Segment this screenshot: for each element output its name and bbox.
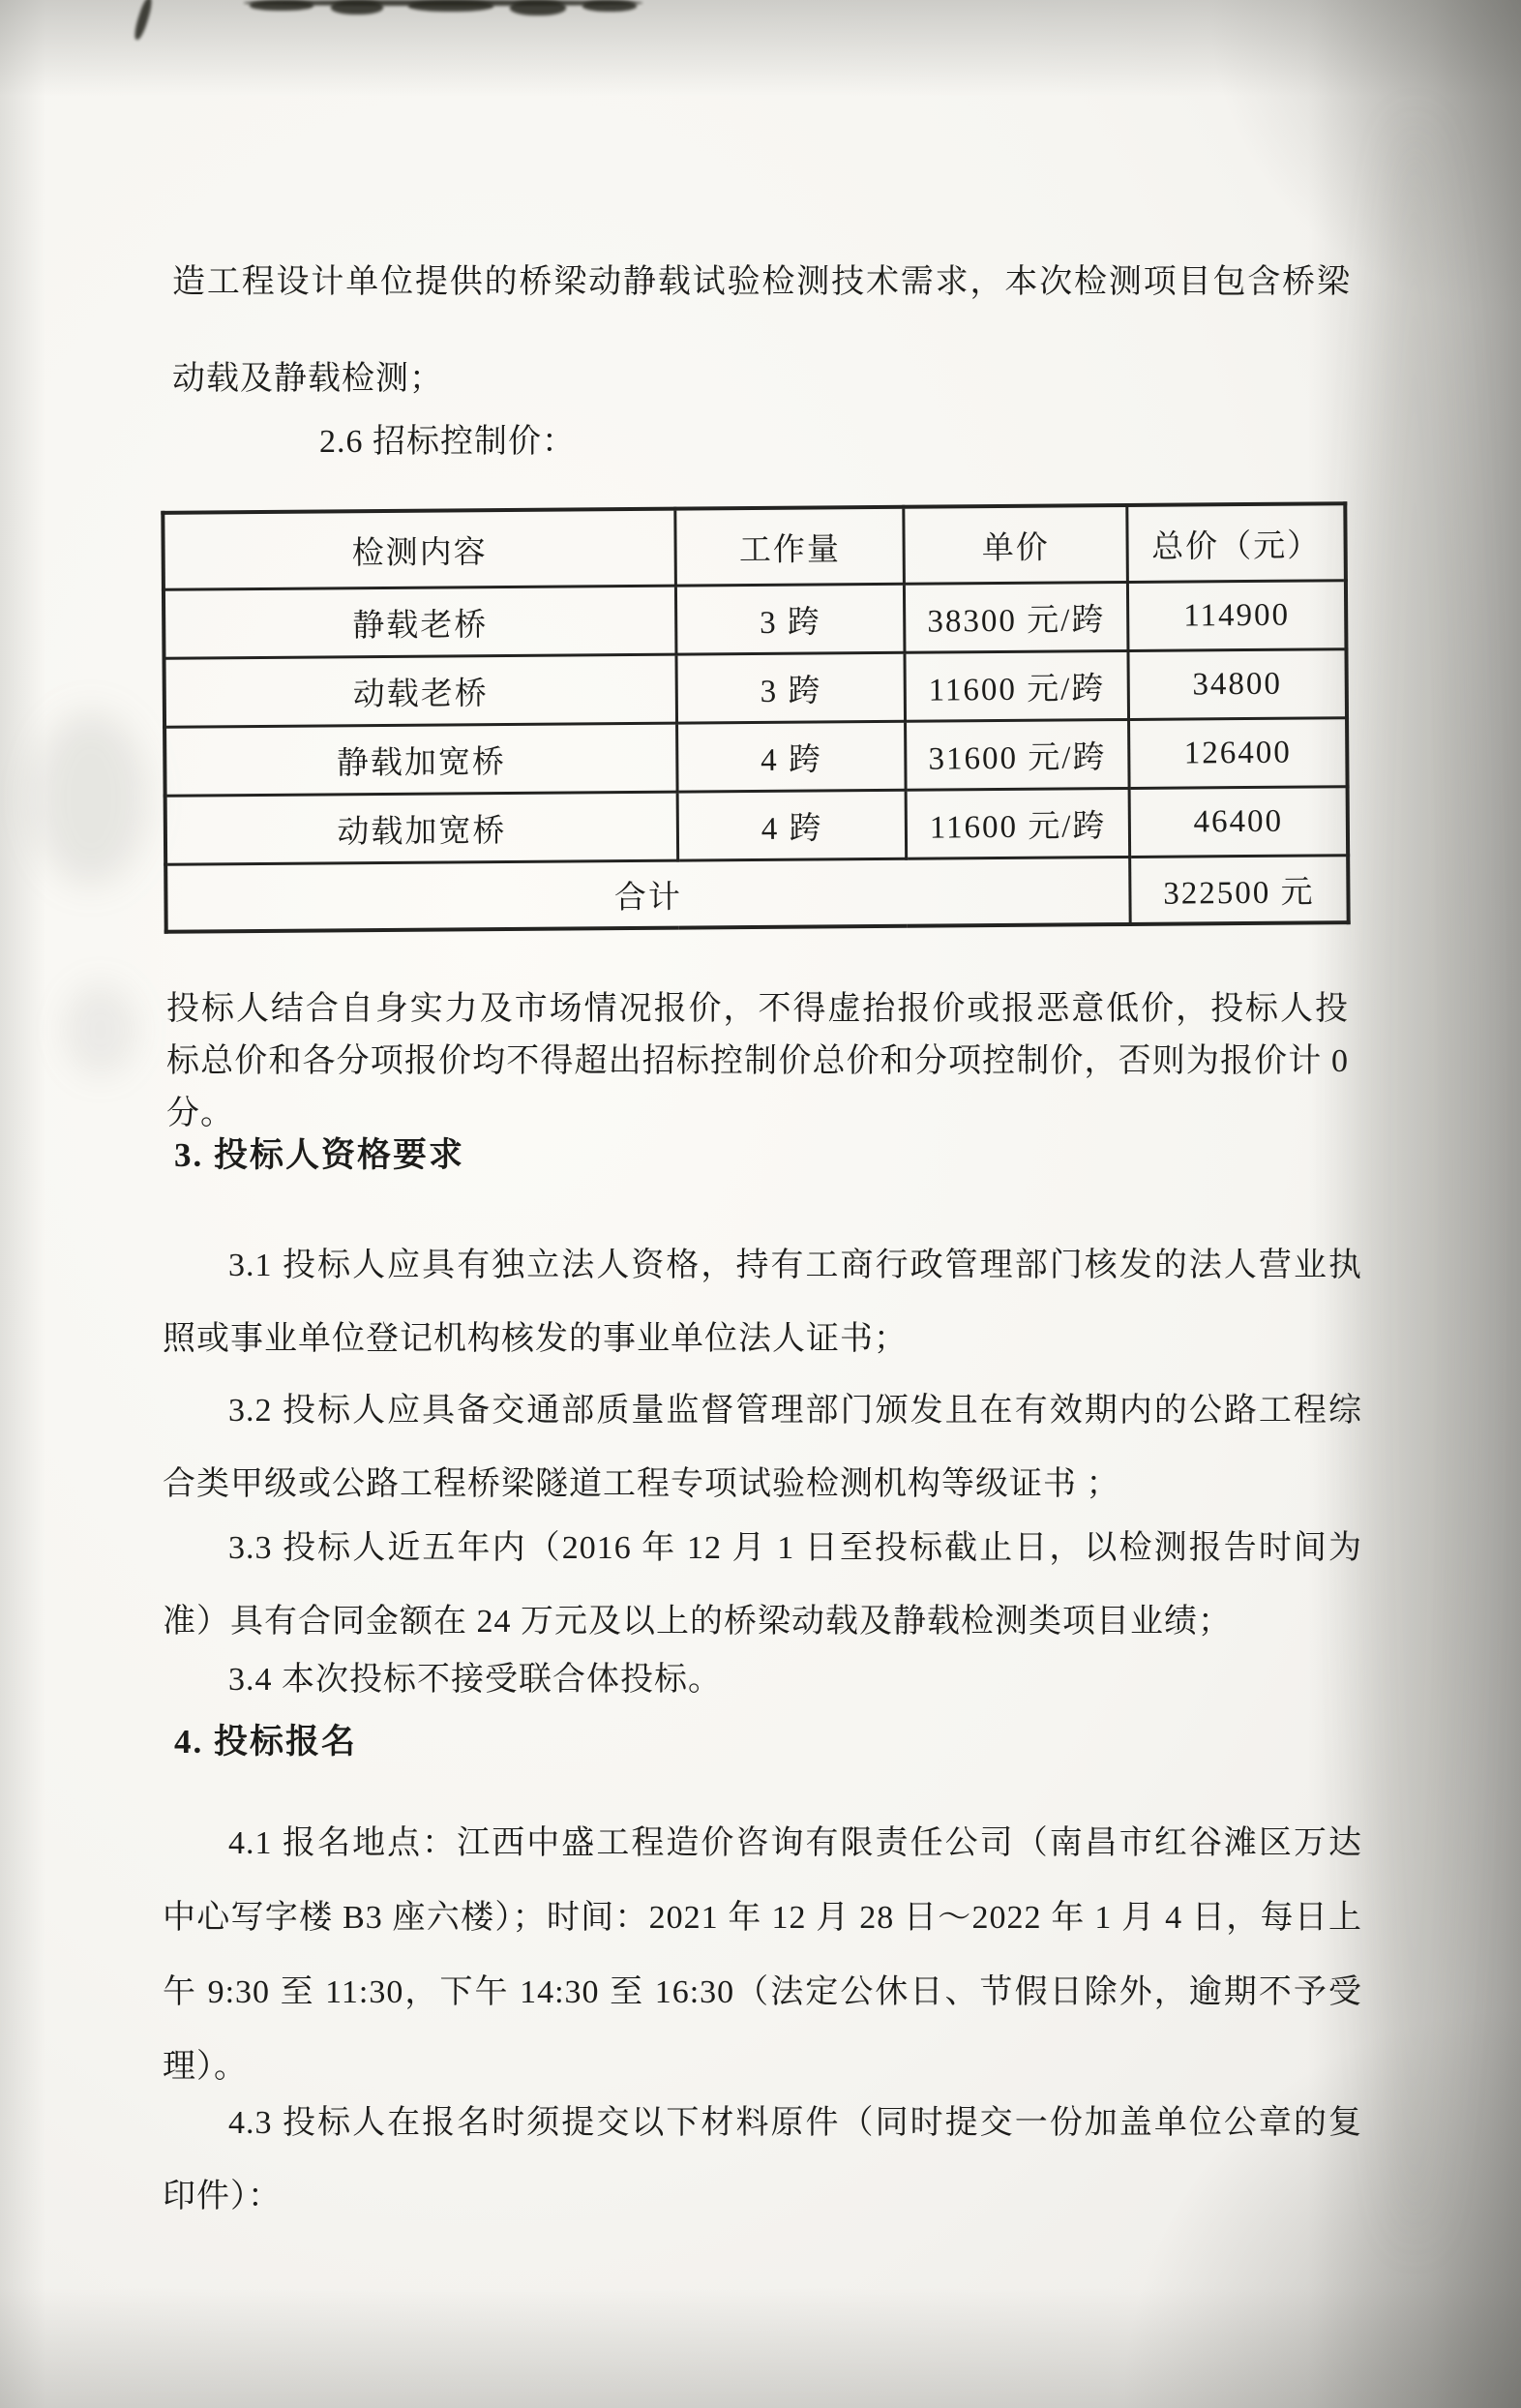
table-row xyxy=(164,649,1348,728)
scan-smudge xyxy=(582,0,637,12)
cell-unit-price: 11600 元/跨 xyxy=(905,650,1128,721)
cell-total: 46400 xyxy=(1129,787,1348,858)
cell-item: 静载老桥 xyxy=(164,586,676,658)
cell-item: 动载加宽桥 xyxy=(165,792,678,864)
cell-item: 动载老桥 xyxy=(164,654,677,727)
cell-total: 126400 xyxy=(1129,718,1348,789)
cell-total: 114900 xyxy=(1127,581,1346,651)
scan-corner-tick xyxy=(132,0,154,41)
cell-workload: 3 跨 xyxy=(675,584,905,654)
scan-blotch xyxy=(1357,116,1473,2245)
scan-blotch xyxy=(64,983,137,1076)
scan-smudge xyxy=(408,0,493,12)
scan-smudge xyxy=(331,0,383,15)
cell-workload: 4 跨 xyxy=(677,790,907,860)
section-3-heading: 3. 投标人资格要求 xyxy=(174,1136,465,1174)
section-4-heading: 4. 投标报名 xyxy=(174,1723,358,1761)
intro-paragraph: 造工程设计单位提供的桥梁动静载试验检测技术需求，本次检测项目包含桥梁动载及静载检测； xyxy=(172,264,1351,397)
clause-4-3: 4.3 投标人在报名时须提交以下材料原件（同时提交一份加盖单位公章的复印件）： xyxy=(163,2105,1362,2214)
table-header-row xyxy=(163,503,1346,589)
control-price-heading: 2.6 招标控制价： xyxy=(319,424,576,460)
clause-3-2: 3.2 投标人应具备交通部质量监督管理部门颁发且在有效期内的公路工程综合类甲级或公路工程桥梁隧道工程专项试验检测机构等级证书 ； xyxy=(163,1393,1362,1502)
col-header-unit-price: 单价 xyxy=(904,505,1127,584)
scan-smudge xyxy=(250,0,313,11)
clause-3-3: 3.3 投标人近五年内（2016 年 12 月 1 日至投标截止日，以检测报告时间为准）具有合同金额在 24 万元及以上的桥梁动载及静载检测类项目业绩； xyxy=(163,1530,1362,1640)
clause-3-4: 3.4 本次投标不接受联合体投标。 xyxy=(228,1662,722,1698)
clause-4-1: 4.1 报名地点：江西中盛工程造价咨询有限责任公司（南昌市红谷滩区万达中心写字楼 B3 座六楼）；时间：2021 年 12 月 28 日～2022 年 1 月 4 日，每日上午 9:30 至 11:30，下午 14:30 至 16:30（法定公休日、节假日除外，逾期不予受理）。 xyxy=(163,1825,1362,2085)
col-header-content: 检测内容 xyxy=(163,509,675,590)
cell-workload: 4 跨 xyxy=(677,721,907,792)
col-header-workload: 工作量 xyxy=(675,507,905,586)
cell-workload: 3 跨 xyxy=(676,652,906,723)
scan-smudge xyxy=(244,0,642,6)
table-total-row xyxy=(165,856,1349,932)
clause-3-1: 3.1 投标人应具有独立法人资格，持有工商行政管理部门核发的法人营业执照或事业单位登记机构核发的事业单位法人证书； xyxy=(163,1248,1362,1357)
table-row xyxy=(164,581,1347,659)
control-price-table xyxy=(161,501,1350,934)
total-label: 合计 xyxy=(165,857,1130,931)
cell-unit-price: 31600 元/跨 xyxy=(906,719,1129,790)
cell-unit-price: 11600 元/跨 xyxy=(907,788,1130,858)
total-value: 322500 元 xyxy=(1130,856,1349,924)
cell-item: 静载加宽桥 xyxy=(164,723,677,796)
scan-blotch xyxy=(35,712,147,885)
pricing-note-paragraph: 投标人结合自身实力及市场情况报价，不得虚抬报价或报恶意低价，投标人投标总价和各分项报价均不得超出招标控制价总价和分项控制价，否则为报价计 0 分。 xyxy=(166,991,1349,1131)
cell-total: 34800 xyxy=(1128,649,1347,720)
cell-unit-price: 38300 元/跨 xyxy=(905,582,1128,652)
col-header-total-price: 总价（元） xyxy=(1127,503,1346,582)
table-row xyxy=(165,787,1349,865)
scan-smudge xyxy=(510,0,566,15)
table-row xyxy=(164,718,1348,797)
